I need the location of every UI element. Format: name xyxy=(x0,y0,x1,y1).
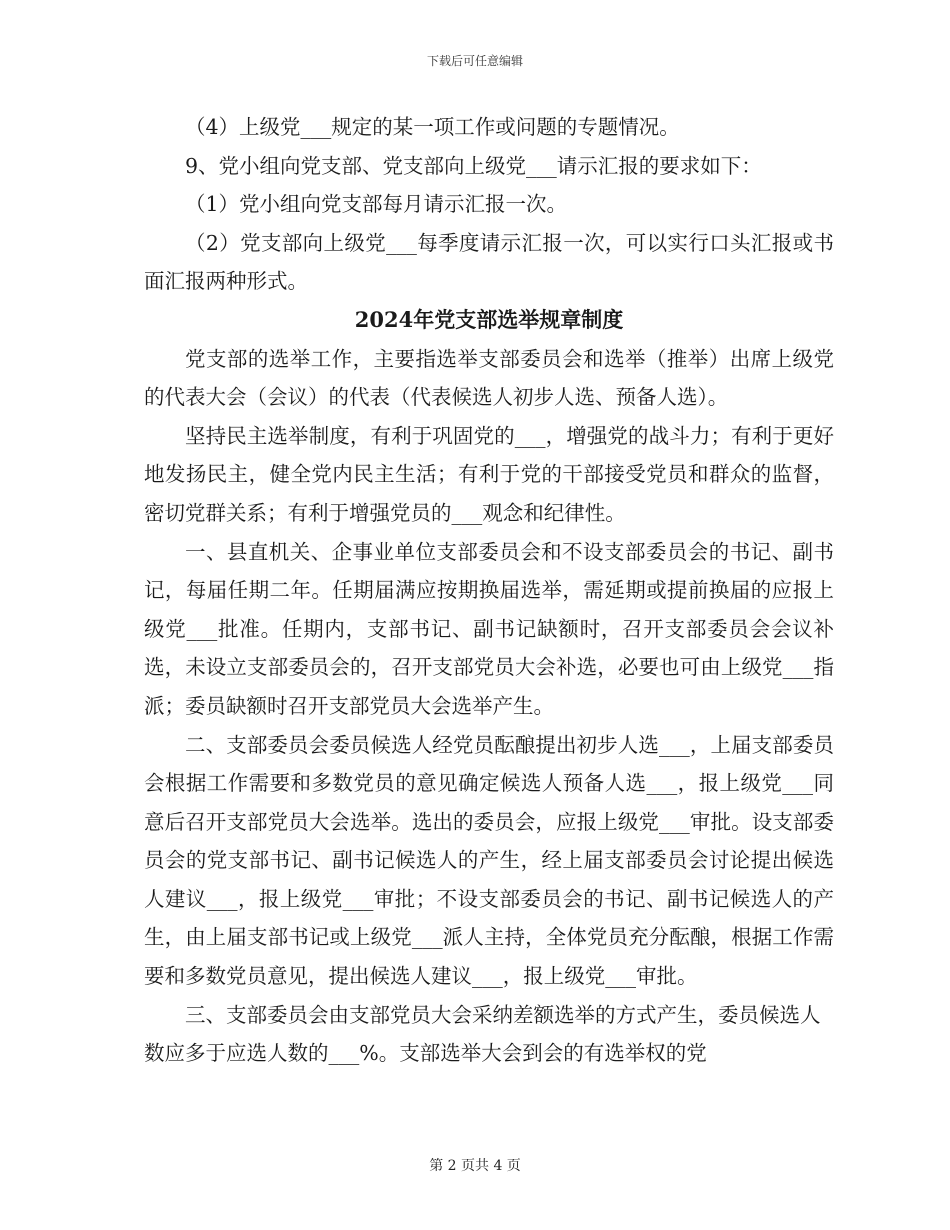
paragraph-section-3: 三、支部委员会由支部党员大会采纳差额选举的方式产生，委员候选人数应多于应选人数的___%。支部选举大会到会的有选举权的党 xyxy=(144,1002,821,1066)
document-body xyxy=(144,108,834,1073)
paragraph-section-1: 一、县直机关、企事业单位支部委员会和不设支部委员会的书记、副书记，每届任期二年。任期届满应按期换届选举，需延期或提前换届的应报上级党___批准。任期内，支部书记、副书记缺额时，召开支部委员会会议补选，未设立支部委员会的，召开支部党员大会补选，必要也可由上级党___指派；委员缺额时召开支部党员大会选举产生。 xyxy=(144,539,834,718)
paragraph-intro: 党支部的选举工作，主要指选举支部委员会和选举（推举）出席上级党的代表大会（会议）的代表（代表候选人初步人选、预备人选）。 xyxy=(144,346,834,410)
page-number: 第 2 页共 4 页 xyxy=(429,1158,521,1174)
document-title: 2024年党支部选举规章制度 xyxy=(354,306,624,332)
paragraph-principle: 坚持民主选举制度，有利于巩固党的___，增强党的战斗力；有利于更好地发扬民主，健全党内民主生活；有利于党的干部接受党员和群众的监督，密切党群关系；有利于增强党员的___观念和纪律性。 xyxy=(144,423,834,525)
paragraph-item-9-1: （1）党小组向党支部每月请示汇报一次。 xyxy=(185,192,568,217)
paragraph-section-2: 二、支部委员会委员候选人经党员酝酿提出初步人选___，上届支部委员会根据工作需要和多数党员的意见确定候选人预备人选___，报上级党___同意后召开支部党员大会选举。选出的委员会，应报上级党___审批。设支部委员会的党支部书记、副书记候选人的产生，经上届支部委员会讨论提出候选人建议___，报上级党___审批；不设支部委员会的书记、副书记候选人的产生，由上届支部书记或上级党___派人主持，全体党员充分酝酿，根据工作需要和多数党员意见，提出候选人建议___，报上级党___审批。 xyxy=(144,732,834,989)
paragraph-item-9-2: （2）党支部向上级党___每季度请示汇报一次，可以实行口头汇报或书面汇报两种形式。 xyxy=(144,230,834,294)
page-header-note: 下载后可任意编辑 xyxy=(426,54,523,68)
paragraph-item-4: （4）上级党___规定的某一项工作或问题的专题情况。 xyxy=(185,115,680,139)
paragraph-item-9: 9、党小组向党支部、党支部向上级党___请示汇报的要求如下： xyxy=(185,153,762,178)
